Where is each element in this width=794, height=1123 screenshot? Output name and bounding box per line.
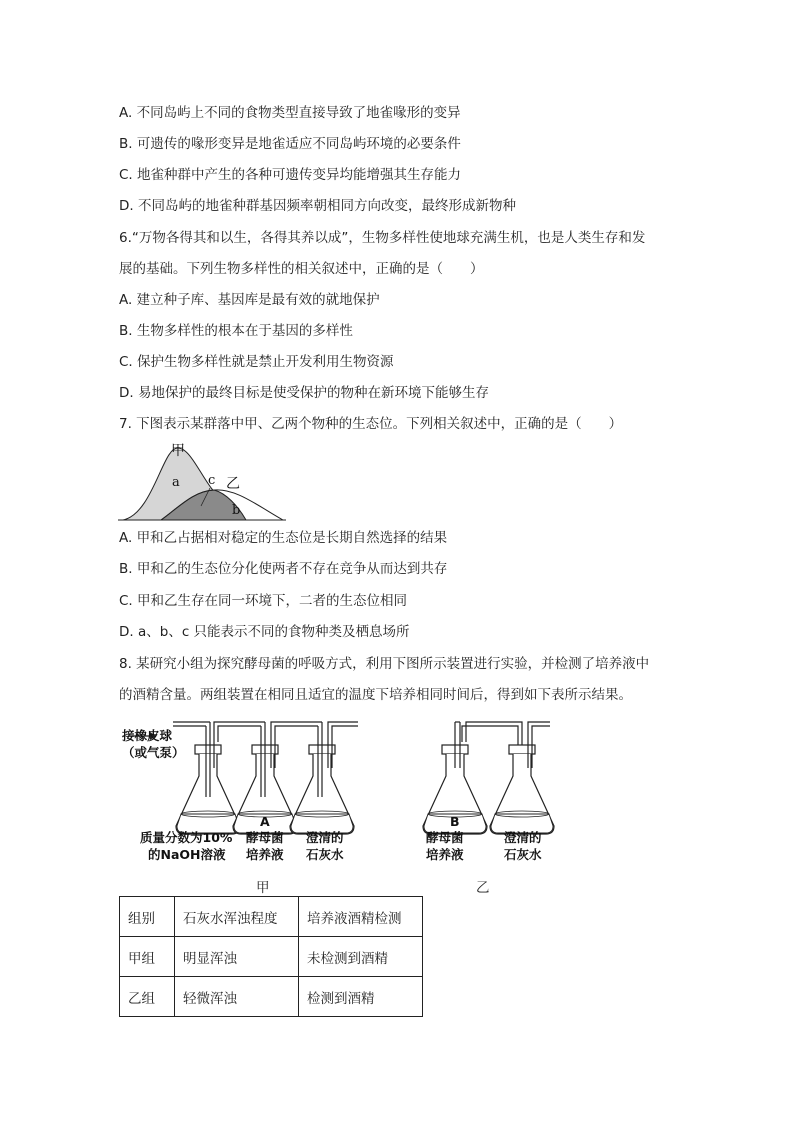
table-cell: 未检测到酒精: [299, 937, 423, 977]
flask-a-label: A: [260, 814, 270, 829]
niche-figure: [118, 436, 293, 530]
q7-option-b: B. 甲和乙的生态位分化使两者不存在竞争从而达到共存: [119, 561, 448, 577]
label-yi: 乙: [226, 476, 240, 492]
yeast-label-b-2: 培养液: [426, 847, 464, 862]
label-a: a: [172, 475, 180, 490]
table-header-cell: 组别: [120, 897, 175, 937]
q5-option-d: D. 不同岛屿的地雀种群基因频率朝相同方向改变，最终形成新物种: [119, 198, 516, 214]
naoh-label-2: 的NaOH溶液: [148, 847, 226, 862]
table-cell: 检测到酒精: [299, 977, 423, 1017]
yeast-label-2: 培养液: [246, 847, 284, 862]
q6-stem-line1: 6.“万物各得其和以生，各得其养以成”，生物多样性使地球充满生机，也是人类生存和发: [119, 230, 646, 246]
caption-yi: 乙: [476, 880, 490, 896]
table-cell: 乙组: [120, 977, 175, 1017]
q6-stem-line2: 展的基础。下列生物多样性的相关叙述中，正确的是（ ）: [119, 261, 484, 277]
q5-option-a: A. 不同岛屿上不同的食物类型直接导致了地雀喙形的变异: [119, 105, 461, 121]
table-header-cell: 培养液酒精检测: [299, 897, 423, 937]
lime-label-2: 石灰水: [306, 847, 344, 862]
q6-option-d: D. 易地保护的最终目标是使受保护的物种在新环境下能够生存: [119, 385, 489, 401]
apparatus-figure: [110, 712, 580, 876]
q8-stem-line2: 的酒精含量。两组装置在相同且适宜的温度下培养相同时间后，得到如下表所示结果。: [119, 687, 632, 703]
naoh-label-1: 质量分数为10%: [140, 830, 233, 845]
q8-stem-line1: 8. 某研究小组为探究酵母菌的呼吸方式，利用下图所示装置进行实验，并检测了培养液中: [119, 656, 650, 672]
lime-label-1: 澄清的: [306, 830, 344, 845]
flask-b-label: B: [450, 814, 460, 829]
q7-option-c: C. 甲和乙生存在同一环境下，二者的生态位相同: [119, 593, 408, 609]
yeast-label-1: 酵母菌: [246, 830, 284, 845]
q7-option-a: A. 甲和乙占据相对稳定的生态位是长期自然选择的结果: [119, 530, 448, 546]
table-cell: 明显浑浊: [175, 937, 299, 977]
table-header-cell: 石灰水浑浊程度: [175, 897, 299, 937]
flask-naoh: [176, 745, 240, 834]
q7-stem: 7. 下图表示某群落中甲、乙两个物种的生态位。下列相关叙述中，正确的是（ ）: [119, 416, 623, 432]
lime-label-b-1: 澄清的: [504, 830, 542, 845]
flask-limewater-yi: [490, 745, 554, 834]
pump-label-2: （或气泵）: [122, 745, 185, 760]
table-row: [120, 977, 423, 1017]
q6-option-b: B. 生物多样性的根本在于基因的多样性: [119, 323, 353, 339]
table-cell: 甲组: [120, 937, 175, 977]
lime-label-b-2: 石灰水: [504, 847, 542, 862]
label-b: b: [232, 503, 241, 518]
table-header-row: [120, 897, 423, 937]
q7-option-d: D. a、b、c 只能表示不同的食物种类及栖息场所: [119, 624, 410, 640]
yeast-label-b-1: 酵母菌: [426, 830, 464, 845]
label-jia: 甲: [171, 443, 185, 459]
q5-option-b: B. 可遗传的喙形变异是地雀适应不同岛屿环境的必要条件: [119, 136, 461, 152]
table-cell: 轻微浑浊: [175, 977, 299, 1017]
caption-jia: 甲: [256, 880, 270, 896]
q6-option-c: C. 保护生物多样性就是禁止开发利用生物资源: [119, 354, 394, 370]
table-row: [120, 937, 423, 977]
q6-option-a: A. 建立种子库、基因库是最有效的就地保护: [119, 292, 380, 308]
q5-option-c: C. 地雀种群中产生的各种可遗传变异均能增强其生存能力: [119, 167, 462, 183]
pump-label-1: 接橡皮球: [122, 728, 173, 743]
results-table: [119, 896, 423, 1017]
label-c: c: [208, 473, 216, 488]
